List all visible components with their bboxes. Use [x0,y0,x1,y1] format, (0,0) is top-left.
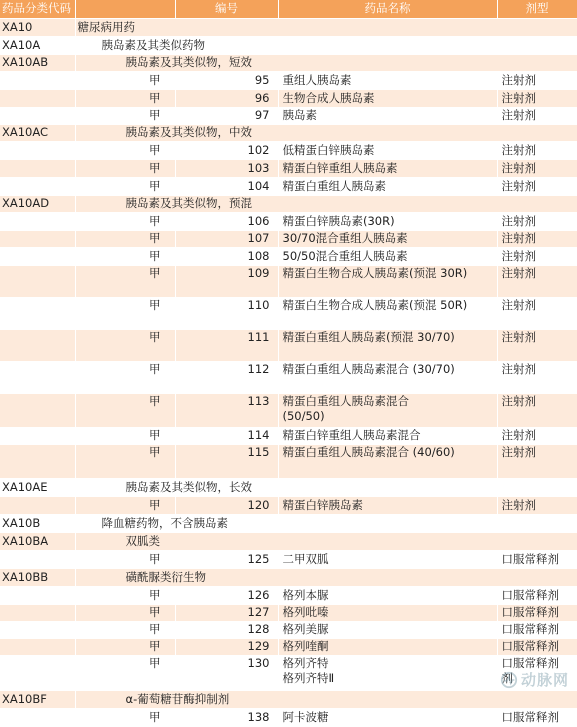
table-row[interactable] [0,55,577,72]
drug-name-cell [278,298,497,330]
drug-name-text: 精蛋白重组人胰岛素混合 (30/70) [282,362,455,376]
drug-name-cell [278,90,497,108]
number-cell: 109 [175,266,278,298]
drug-name-cell [278,622,497,639]
number-cell: 126 [175,587,278,605]
category-code-cell: XA10AB [0,55,75,72]
drug-name-cell [278,72,497,90]
drug-name-cell [278,362,497,394]
drug-name-text: 精蛋白重组人胰岛素混合 (40/60) [282,445,455,459]
dosage-form-text: 注射剂 [501,91,536,105]
dosage-form-text: 注射剂 [501,214,536,228]
category-code-cell: XA10AE [0,479,75,497]
category-name-cell: 胰岛素及其类似药物 [75,37,577,55]
category-code-cell [0,298,75,330]
dosage-form-text: 注射剂 [501,428,536,442]
header-drug-name[interactable]: 药品名称 [278,0,497,19]
header-dosage-form[interactable]: 剂型 [497,0,577,19]
drug-name-text: 格列齐特 [282,656,329,670]
dosage-form-text: 口服常释剂 [501,622,559,636]
dosage-form-cell [497,330,577,362]
drug-name-cell [278,213,497,231]
grade-cell: 甲 [75,709,175,727]
drug-name-cell [278,605,497,622]
number-cell: 120 [175,497,278,515]
drug-name-text: 阿卡波糖 [282,710,329,724]
grade-cell: 甲 [75,394,175,428]
dosage-form-cell [497,445,577,479]
grade-cell: 甲 [75,178,175,196]
number-cell: 95 [175,72,278,90]
category-code-cell [0,90,75,108]
dosage-form-cell [497,213,577,231]
dosage-form-text: 注射剂 [501,266,536,280]
dosage-form-cell [497,266,577,298]
dosage-form-text-line2: 剂 [501,671,513,685]
table-row[interactable] [0,72,577,90]
table-row[interactable] [0,178,577,196]
table-row[interactable] [0,266,577,298]
grade-cell: 甲 [75,551,175,569]
category-code-cell [0,394,75,428]
category-code-cell [0,178,75,196]
dosage-form-cell [497,622,577,639]
drug-name-text: 精蛋白锌重组人胰岛素 [282,161,398,175]
dosage-form-text: 注射剂 [501,394,536,408]
number-cell: 97 [175,108,278,125]
table-row[interactable] [0,709,577,727]
table-row[interactable] [0,160,577,178]
drug-name-text: 格列美脲 [282,622,329,636]
category-code-cell [0,551,75,569]
dosage-form-cell [497,428,577,445]
dosage-form-cell [497,231,577,248]
table-row[interactable] [0,428,577,445]
drug-name-text-line2: 格列齐特Ⅱ [282,671,335,685]
table-row[interactable] [0,231,577,248]
drug-name-cell [278,142,497,160]
dosage-form-cell [497,394,577,428]
dosage-form-text: 注射剂 [501,108,536,122]
header-category-code[interactable]: 药品分类代码 [0,0,75,19]
category-name-cell: 双胍类 [75,533,577,551]
number-cell: 128 [175,622,278,639]
grade-cell: 甲 [75,248,175,266]
grade-cell: 甲 [75,445,175,479]
category-name-cell: 胰岛素及其类似物，短效 [75,55,577,72]
table-body [0,19,577,727]
drug-name-cell [278,160,497,178]
dosage-form-cell [497,90,577,108]
category-name-cell: 降血糖药物，不含胰岛素 [75,515,577,533]
drug-name-cell [278,656,497,691]
drug-name-text: 精蛋白重组人胰岛素混合 [282,394,409,408]
number-cell: 106 [175,213,278,231]
category-code-cell [0,142,75,160]
table-row[interactable] [0,394,577,428]
category-code-cell: XA10B [0,515,75,533]
logo-icon [500,671,518,689]
table-row[interactable] [0,142,577,160]
drug-name-cell [278,587,497,605]
table-row[interactable] [0,479,577,497]
drug-name-cell [278,709,497,727]
category-code-cell [0,213,75,231]
category-code-cell: XA10AC [0,125,75,142]
drug-name-text: 格列本脲 [282,588,329,602]
dosage-form-cell [497,248,577,266]
dosage-form-cell [497,605,577,622]
dosage-form-text: 口服常释剂 [501,588,559,602]
drug-name-text: 精蛋白锌胰岛素(30R) [282,214,395,228]
drug-name-text: 精蛋白生物合成人胰岛素(预混 50R) [282,298,468,312]
number-cell: 129 [175,639,278,656]
category-name-cell: 胰岛素及其类似物，长效 [75,479,577,497]
dosage-form-cell [497,709,577,727]
grade-cell: 甲 [75,639,175,656]
dosage-form-text: 注射剂 [501,249,536,263]
table-row[interactable] [0,691,577,709]
drug-name-text: 格列喹酮 [282,639,329,653]
grade-cell: 甲 [75,605,175,622]
category-code-cell: XA10BB [0,569,75,587]
drug-name-cell [278,330,497,362]
drug-name-cell [278,428,497,445]
grade-cell: 甲 [75,142,175,160]
grade-cell: 甲 [75,587,175,605]
table-row[interactable] [0,108,577,125]
drug-name-text: 胰岛素 [282,108,317,122]
drug-name-text: 30/70混合重组人胰岛素 [282,231,408,245]
number-cell: 108 [175,248,278,266]
drug-name-cell [278,639,497,656]
table-row[interactable] [0,605,577,622]
category-name-cell: 糖尿病用药 [75,19,577,37]
table-row[interactable] [0,445,577,479]
drug-name-text: 精蛋白锌重组人胰岛素混合 [282,428,421,442]
grade-cell: 甲 [75,108,175,125]
number-cell: 127 [175,605,278,622]
table-row[interactable] [0,196,577,213]
category-code-cell [0,445,75,479]
dosage-form-cell [497,72,577,90]
drug-name-text: 格列吡嗪 [282,605,329,619]
category-code-cell: XA10BA [0,533,75,551]
grade-cell: 甲 [75,656,175,691]
drug-name-cell [278,551,497,569]
category-code-cell [0,266,75,298]
category-code-cell [0,622,75,639]
number-cell: 112 [175,362,278,394]
drug-name-cell [278,178,497,196]
table-row[interactable] [0,639,577,656]
table-row[interactable] [0,19,577,37]
category-code-cell [0,605,75,622]
dosage-form-text: 注射剂 [501,362,536,376]
category-code-cell: XA10AD [0,196,75,213]
number-cell: 138 [175,709,278,727]
category-name-cell: 磺酰脲类衍生物 [75,569,577,587]
table-row[interactable] [0,533,577,551]
table-row[interactable] [0,656,577,691]
category-code-cell [0,587,75,605]
dosage-form-cell [497,298,577,330]
category-name-cell: 胰岛素及其类似物，预混 [75,196,577,213]
drug-name-cell [278,231,497,248]
category-code-cell [0,108,75,125]
dosage-form-cell [497,362,577,394]
header-blank [75,0,175,19]
header-number[interactable]: 编号 [175,0,278,19]
number-cell: 115 [175,445,278,479]
number-cell: 103 [175,160,278,178]
table-header-row [0,0,577,19]
drug-name-cell [278,248,497,266]
watermark-text: 动脉网 [520,671,569,689]
dosage-form-cell [497,142,577,160]
table-row[interactable] [0,551,577,569]
number-cell: 96 [175,90,278,108]
drug-name-text: 精蛋白重组人胰岛素(预混 30/70) [282,330,455,344]
grade-cell: 甲 [75,330,175,362]
category-code-cell [0,72,75,90]
drug-name-cell [278,497,497,515]
grade-cell: 甲 [75,298,175,330]
category-code-cell [0,428,75,445]
drug-name-text-line2: (50/50) [282,409,325,423]
table-row[interactable] [0,569,577,587]
category-code-cell [0,362,75,394]
drug-name-text: 二甲双胍 [282,552,329,566]
dosage-form-text: 注射剂 [501,498,536,512]
category-name-cell: 胰岛素及其类似物，中效 [75,125,577,142]
drug-name-cell [278,108,497,125]
table-row[interactable] [0,90,577,108]
grade-cell: 甲 [75,266,175,298]
number-cell: 107 [175,231,278,248]
category-code-cell [0,497,75,515]
grade-cell: 甲 [75,90,175,108]
watermark-logo [500,669,569,690]
dosage-form-text: 注射剂 [501,330,536,344]
drug-name-text: 50/50混合重组人胰岛素 [282,249,408,263]
table-row[interactable] [0,587,577,605]
table-row[interactable] [0,362,577,394]
dosage-form-text: 注射剂 [501,298,536,312]
number-cell: 113 [175,394,278,428]
number-cell: 104 [175,178,278,196]
category-code-cell [0,709,75,727]
dosage-form-text: 注射剂 [501,73,536,87]
drug-name-cell [278,445,497,479]
drug-name-cell [278,266,497,298]
dosage-form-text: 注射剂 [501,445,536,459]
dosage-form-cell [497,639,577,656]
drug-name-cell [278,394,497,428]
grade-cell: 甲 [75,72,175,90]
drug-name-text: 精蛋白生物合成人胰岛素(预混 30R) [282,266,468,280]
dosage-form-cell [497,160,577,178]
grade-cell: 甲 [75,497,175,515]
number-cell: 111 [175,330,278,362]
grade-cell: 甲 [75,428,175,445]
dosage-form-cell [497,108,577,125]
grade-cell: 甲 [75,160,175,178]
dosage-form-text: 注射剂 [501,161,536,175]
table-row[interactable] [0,213,577,231]
dosage-form-text: 注射剂 [501,179,536,193]
drug-name-text: 重组人胰岛素 [282,73,352,87]
table-row[interactable] [0,330,577,362]
drug-name-text: 低精蛋白锌胰岛素 [282,143,375,157]
drug-name-text: 生物合成人胰岛素 [282,91,375,105]
drug-name-text: 精蛋白重组人胰岛素 [282,179,386,193]
grade-cell: 甲 [75,231,175,248]
table-row[interactable] [0,622,577,639]
category-code-cell [0,330,75,362]
table-row[interactable] [0,515,577,533]
drug-name-text: 精蛋白锌胰岛素 [282,498,363,512]
dosage-form-text: 口服常释剂 [501,639,559,653]
dosage-form-text: 口服常释剂 [501,710,559,724]
category-name-cell: α-葡萄糖苷酶抑制剂 [75,691,577,709]
table-row[interactable] [0,248,577,266]
dosage-form-text: 口服常释剂 [501,605,559,619]
number-cell: 130 [175,656,278,691]
dosage-form-text: 口服常释剂 [501,656,559,670]
table-row[interactable] [0,125,577,142]
number-cell: 125 [175,551,278,569]
category-code-cell: XA10BF [0,691,75,709]
category-code-cell [0,231,75,248]
number-cell: 102 [175,142,278,160]
category-code-cell [0,639,75,656]
number-cell: 110 [175,298,278,330]
dosage-form-text: 注射剂 [501,231,536,245]
category-code-cell [0,248,75,266]
grade-cell: 甲 [75,362,175,394]
grade-cell: 甲 [75,213,175,231]
table-row[interactable] [0,497,577,515]
category-code-cell [0,160,75,178]
dosage-form-cell [497,178,577,196]
number-cell: 114 [175,428,278,445]
table-row[interactable] [0,298,577,330]
category-code-cell: XA10A [0,37,75,55]
category-code-cell: XA10 [0,19,75,37]
category-code-cell [0,656,75,691]
dosage-form-cell [497,587,577,605]
table-row[interactable] [0,37,577,55]
dosage-form-text: 口服常释剂 [501,552,559,566]
dosage-form-cell [497,497,577,515]
grade-cell: 甲 [75,622,175,639]
dosage-form-cell [497,551,577,569]
dosage-form-text: 注射剂 [501,143,536,157]
